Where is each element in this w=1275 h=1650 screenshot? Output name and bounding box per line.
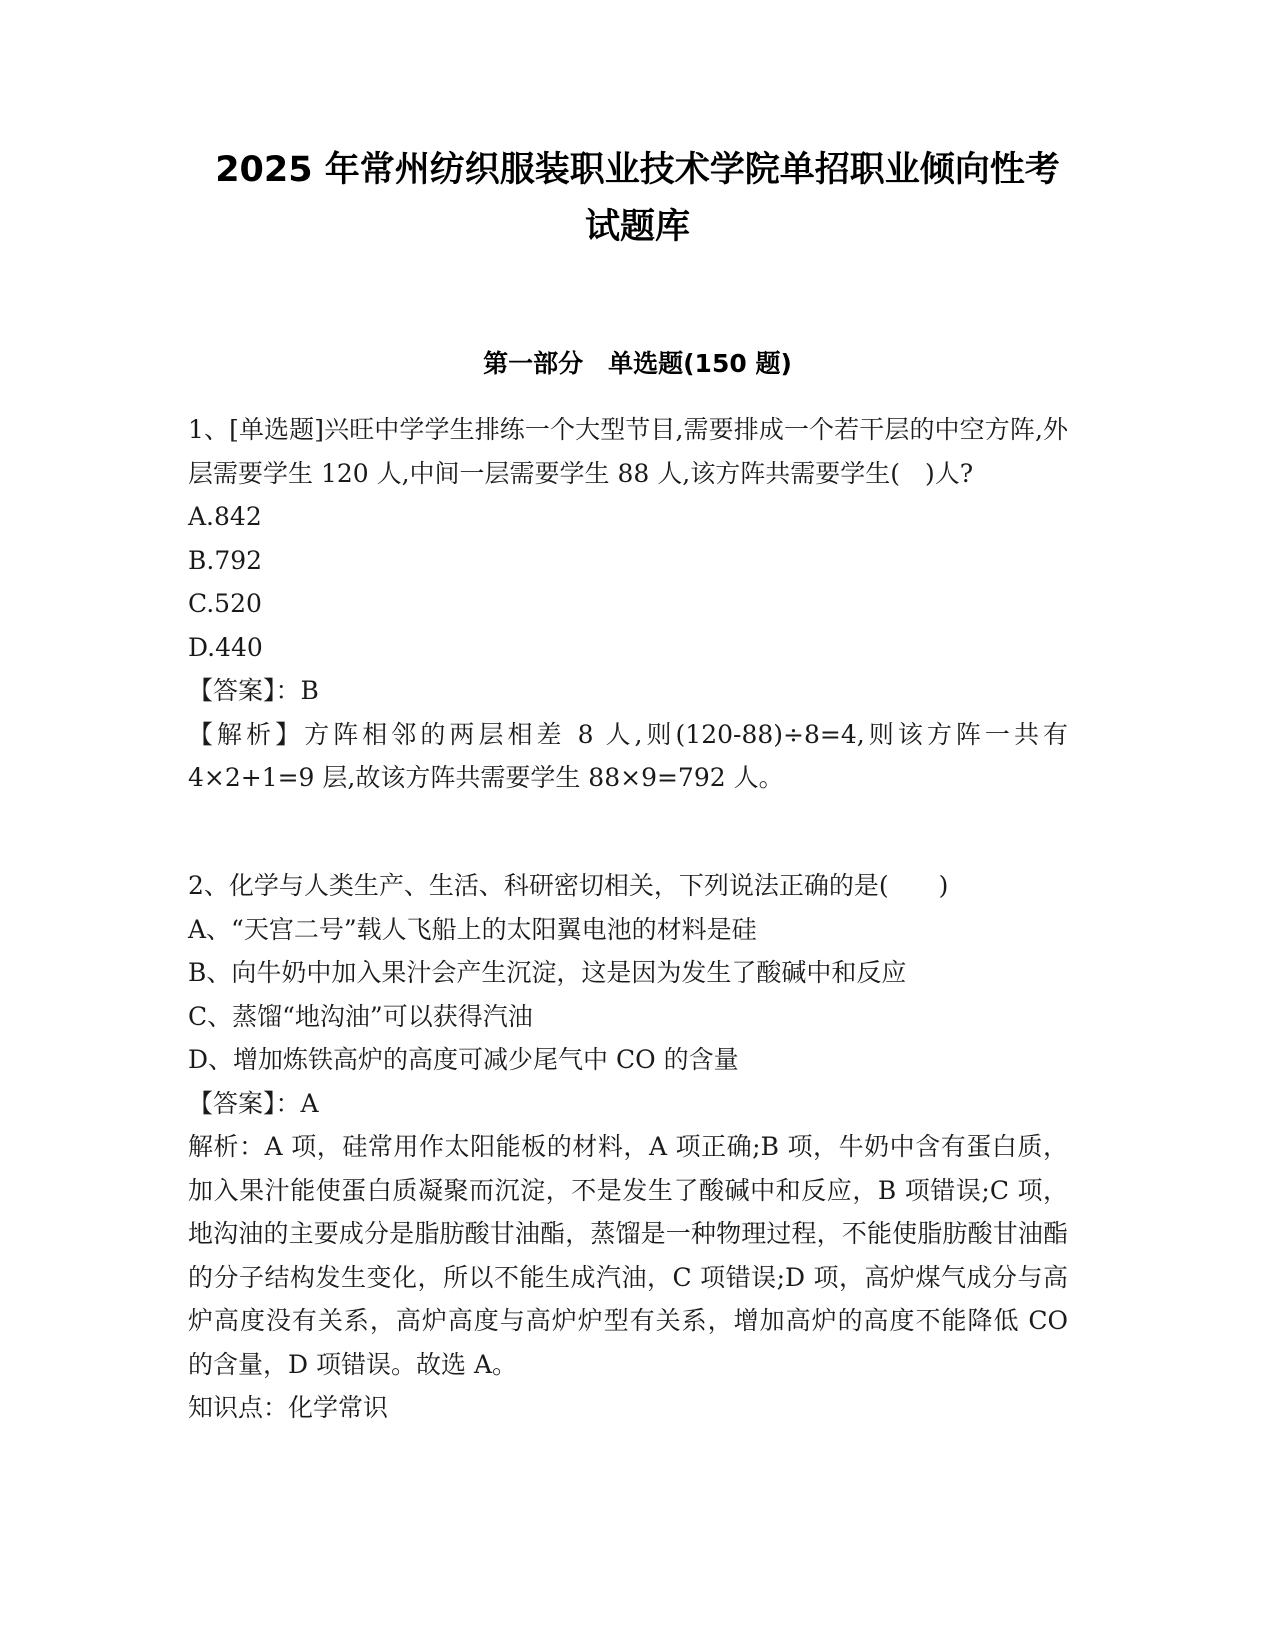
option-b: B.792 <box>188 545 263 575</box>
answer-line: 【答案】：A <box>188 1088 319 1118</box>
knowledge-point: 知识点：化学常识 <box>188 1393 389 1422</box>
option-b: B、向牛奶中加入果汁会产生沉淀，这是因为发生了酸碱中和反应 <box>188 958 907 987</box>
document-title-line-2: 试题库 <box>584 207 690 247</box>
explanation-paragraph: 【解析】方阵相邻的两层相差 8 人,则(120-88)÷8=4,则该方阵一共有 4×2+1=9 层,故该方阵共需要学生 88×9=792 人。 <box>188 719 1068 792</box>
option-a: A.842 <box>188 502 262 531</box>
option-d: D、增加炼铁高炉的高度可减少尾气中 CO 的含量 <box>188 1045 739 1074</box>
answer-line: 【答案】：B <box>188 676 319 705</box>
document-title-line-1: 2025 年常州纺织服装职业技术学院单招职业倾向性考 <box>215 150 1060 190</box>
question-stem: 2、化学与人类生产、生活、科研密切相关，下列说法正确的是( ) <box>188 871 949 900</box>
document-title <box>150 142 1125 256</box>
section-heading: 第一部分 单选题(150 题) <box>483 349 792 378</box>
option-d: D.440 <box>188 632 263 662</box>
explanation-paragraph: 解析：A 项，硅常用作太阳能板的材料，A 项正确;B 项，牛奶中含有蛋白质，加入果汁能使蛋白质凝聚而沉淀，不是发生了酸碱中和反应，B 项错误;C 项，地沟油的主要成分是脂肪酸甘油酯，蒸馏是一种物理过程，不能使脂肪酸甘油酯的分子结构发生变化，所以不能生成汽油，C 项错误;D 项，高炉煤气成分与高炉高度没有关系，高炉高度与高炉炉型有关系，增加高炉的高度不能降低 CO 的含量，D 项错误。故选 A。 <box>188 1132 1068 1379</box>
option-c: C、蒸馏“地沟油”可以获得汽油 <box>188 1001 533 1031</box>
question-block-2 <box>188 864 1068 1430</box>
question-block-1 <box>188 408 1068 800</box>
option-a: A、“天宫二号”载人飞船上的太阳翼电池的材料是硅 <box>188 914 757 944</box>
question-stem: 1、[单选题]兴旺中学学生排练一个大型节目,需要排成一个若干层的中空方阵,外层需要学生 120 人,中间一层需要学生 88 人,该方阵共需要学生( )人? <box>188 415 1068 488</box>
option-c: C.520 <box>188 589 262 618</box>
